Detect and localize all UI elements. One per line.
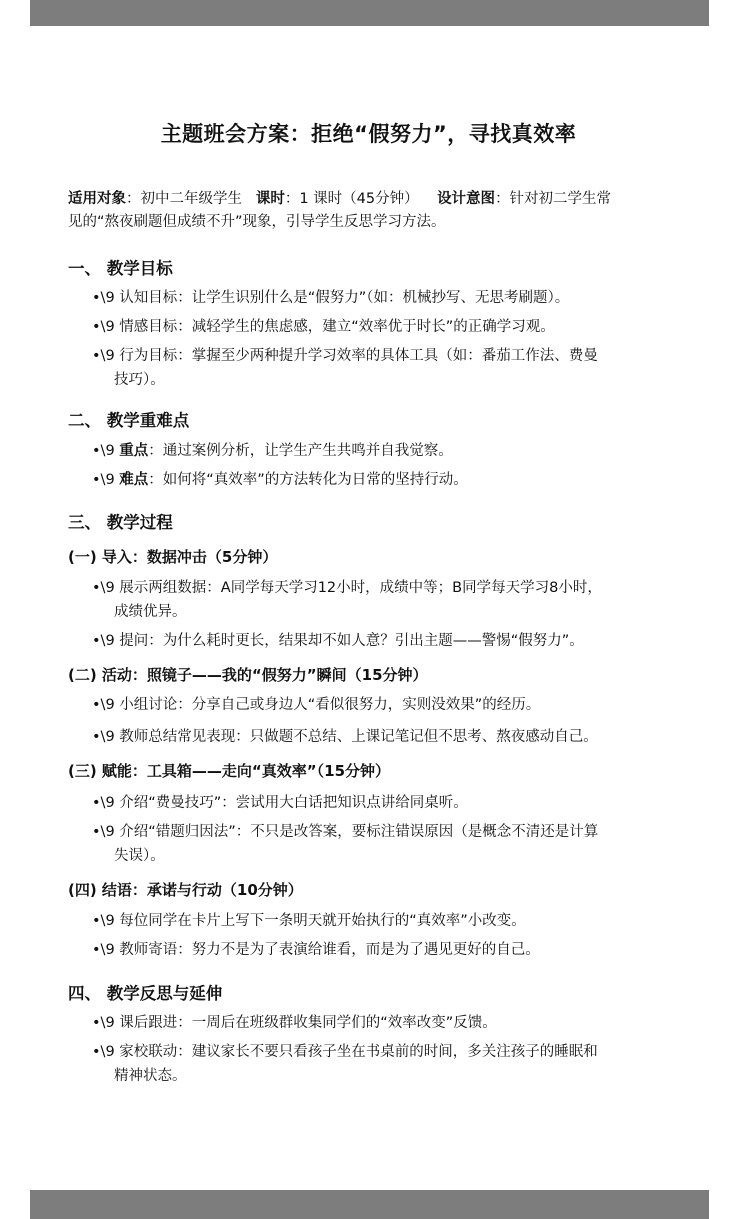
- list-item-text: 教师总结常见表现：只做题不总结、上课记笔记但不思考、熬夜感动自己。: [119, 729, 598, 745]
- section-heading-process: 三、 教学过程: [68, 513, 173, 532]
- bullet-marker: •\9: [92, 472, 115, 488]
- list-item-text: 教师寄语：努力不是为了表演给谁看，而是为了遇见更好的自己。: [119, 942, 540, 958]
- list-item-continuation: 成绩优异。: [114, 603, 187, 620]
- intent-value-line2: 见的“熬夜刷题但成绩不升”现象，引导学生反思学习方法。: [68, 214, 446, 230]
- top-scrollbar-band: [30, 0, 709, 26]
- bullet-marker: •\9: [92, 348, 115, 364]
- bullet-marker: •\9: [92, 319, 115, 335]
- list-item-text: ：如何将“真效率”的方法转化为日常的坚持行动。: [148, 472, 468, 488]
- bullet-marker: •\9: [92, 795, 115, 811]
- bottom-scrollbar-band: [30, 1190, 709, 1219]
- list-item: [92, 577, 672, 624]
- list-item-continuation: 失误）。: [114, 847, 165, 864]
- target-label: 适用对象: [68, 191, 126, 207]
- intent-value-line1: ：针对初二学生常: [495, 191, 612, 207]
- list-item: [92, 726, 672, 750]
- period-value: ：1 课时（45分钟）: [284, 191, 419, 207]
- list-item: [92, 440, 672, 464]
- bullet-marker: •\9: [92, 729, 115, 745]
- key-point-label: 重点: [119, 443, 149, 459]
- bullet-marker: •\9: [92, 1015, 115, 1031]
- list-item-text: 展示两组数据：A同学每天学习12小时，成绩中等；B同学每天学习8小时，: [119, 580, 602, 596]
- subsection-heading-activity: (二) 活动：照镜子——我的“假努力”瞬间（15分钟）: [68, 666, 428, 684]
- section-heading-key-points: 二、 教学重难点: [68, 411, 190, 430]
- list-item-continuation: 精神状态。: [114, 1067, 187, 1084]
- bullet-marker: •\9: [92, 697, 115, 713]
- list-item-text: 每位同学在卡片上写下一条明天就开始执行的“真效率”小改变。: [119, 913, 526, 929]
- section-heading-goals: 一、 教学目标: [68, 259, 173, 278]
- list-item: [92, 287, 672, 311]
- bullet-marker: •\9: [92, 633, 115, 649]
- bullet-marker: •\9: [92, 443, 115, 459]
- bullet-marker: •\9: [92, 1044, 115, 1060]
- list-item: [92, 792, 672, 816]
- intent-label: 设计意图: [437, 191, 496, 207]
- list-item-text: 家校联动：建议家长不要只看孩子坐在书桌前的时间，多关注孩子的睡眠和: [119, 1044, 598, 1060]
- bullet-marker: •\9: [92, 824, 115, 840]
- list-item-text: 课后跟进：一周后在班级群收集同学们的“效率改变”反馈。: [119, 1015, 497, 1031]
- list-item: [92, 630, 672, 654]
- bullet-marker: •\9: [92, 580, 115, 596]
- list-item-continuation: 技巧）。: [114, 371, 165, 388]
- difficulty-label: 难点: [119, 472, 149, 488]
- meta-info: [68, 188, 668, 234]
- list-item: [92, 694, 672, 718]
- list-item: [92, 469, 672, 493]
- list-item-text: 小组讨论：分享自己或身边人“看似很努力，实则没效果”的经历。: [119, 697, 541, 713]
- list-item: [92, 345, 672, 392]
- bullet-marker: •\9: [92, 290, 115, 306]
- subsection-heading-intro: (一) 导入：数据冲击（5分钟）: [68, 548, 278, 566]
- document-title: 主题班会方案：拒绝“假努力”，寻找真效率: [160, 122, 577, 146]
- subsection-heading-conclusion: (四) 结语：承诺与行动（10分钟）: [68, 881, 303, 899]
- list-item-text: 认知目标：让学生识别什么是“假努力”（如：机械抄写、无思考刷题）。: [119, 290, 570, 306]
- list-item: [92, 910, 672, 934]
- list-item-text: 介绍“费曼技巧”：尝试用大白话把知识点讲给同桌听。: [119, 795, 468, 811]
- bullet-marker: •\9: [92, 913, 115, 929]
- list-item-text: 行为目标：掌握至少两种提升学习效率的具体工具（如：番茄工作法、费曼: [119, 348, 598, 364]
- list-item: [92, 1041, 672, 1088]
- list-item-text: 提问：为什么耗时更长，结果却不如人意？引出主题——警惕“假努力”。: [119, 633, 584, 649]
- list-item: [92, 1012, 672, 1036]
- list-item-text: 情感目标：减轻学生的焦虑感，建立“效率优于时长”的正确学习观。: [119, 319, 555, 335]
- bullet-marker: •\9: [92, 942, 115, 958]
- list-item: [92, 316, 672, 340]
- list-item-text: 介绍“错题归因法”：不只是改答案，要标注错误原因（是概念不清还是计算: [119, 824, 599, 840]
- subsection-heading-empower: (三) 赋能：工具箱——走向“真效率”（15分钟）: [68, 762, 391, 780]
- list-item: [92, 939, 672, 963]
- period-label: 课时: [255, 191, 285, 207]
- list-item: [92, 821, 672, 868]
- section-heading-reflection: 四、 教学反思与延伸: [68, 984, 223, 1003]
- list-item-text: ：通过案例分析，让学生产生共鸣并自我觉察。: [148, 443, 453, 459]
- target-value: ：初中二年级学生: [126, 191, 242, 207]
